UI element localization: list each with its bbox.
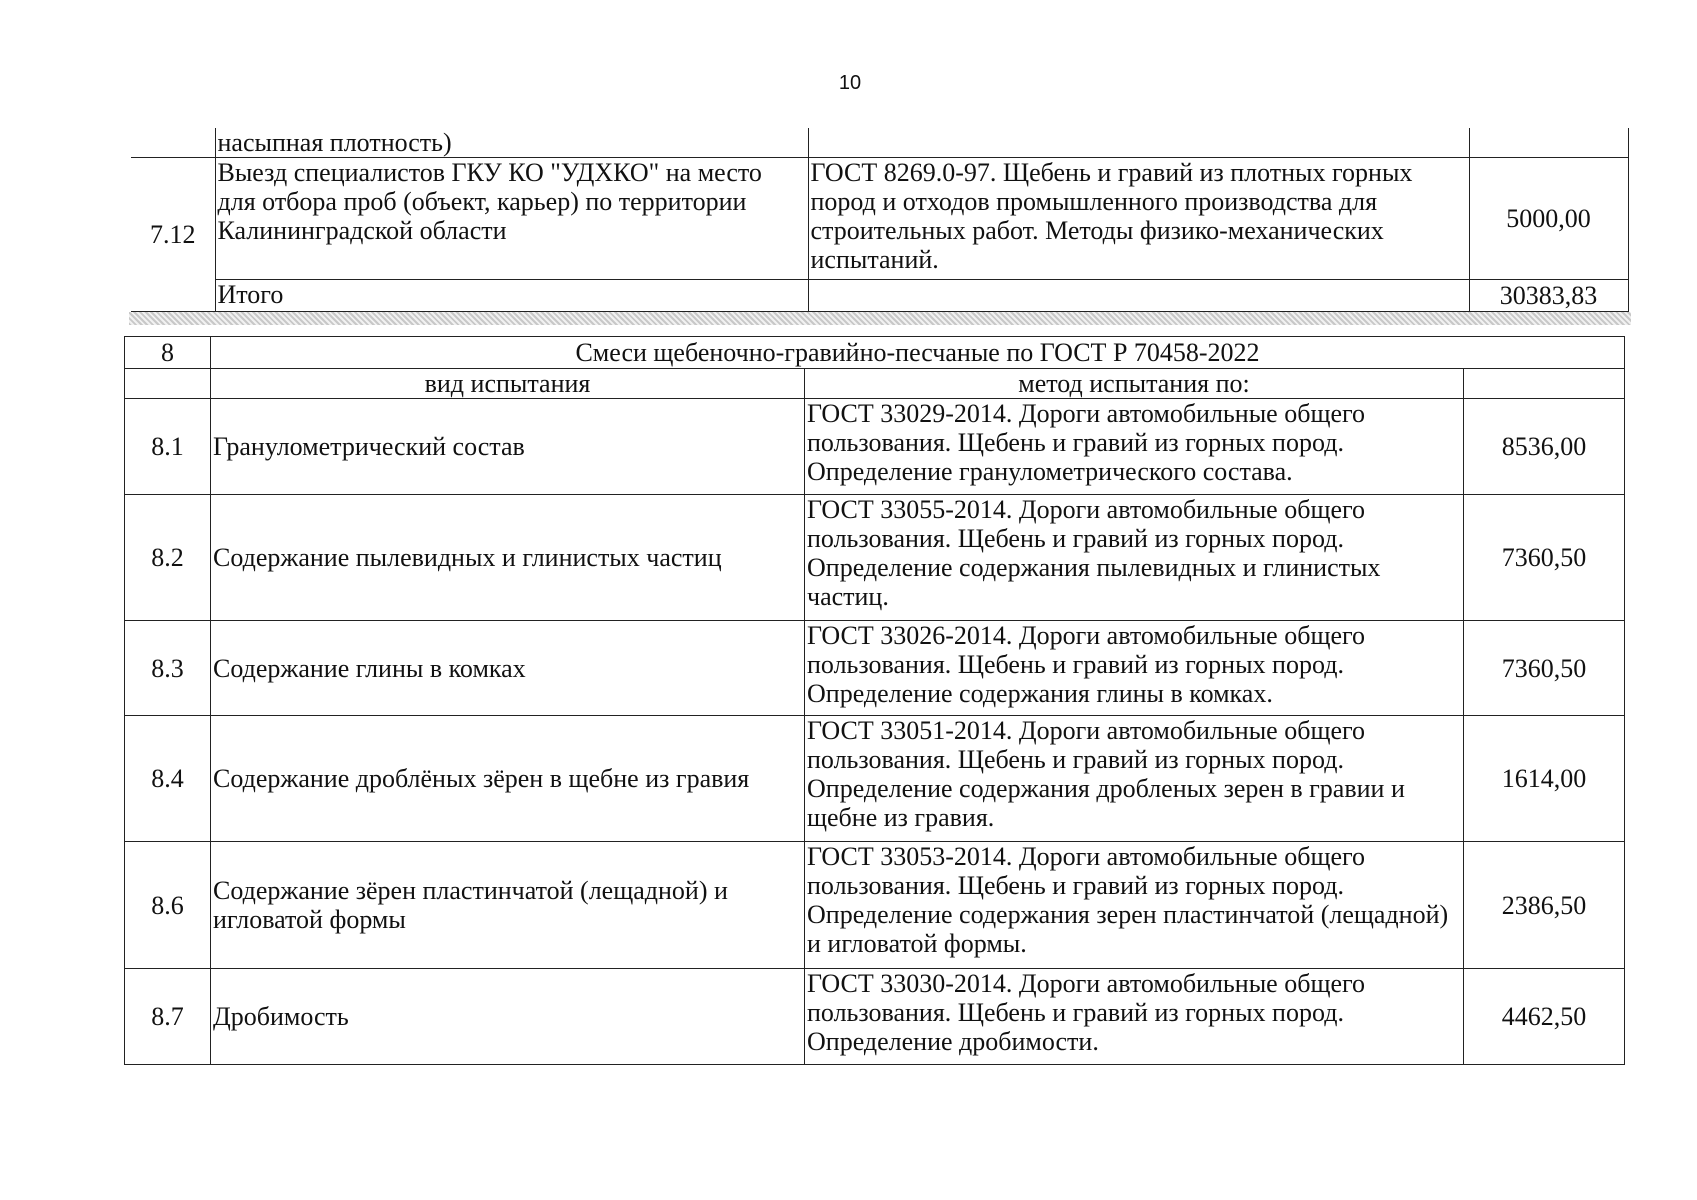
test-method: ГОСТ 33029-2014. Дороги автомобильные общего пользования. Щебень и гравий из горных пород. Определение гранулометрического состава. — [805, 399, 1464, 495]
test-method: ГОСТ 33055-2014. Дороги автомобильные общего пользования. Щебень и гравий из горных пород. Определение содержания пылевидных и глинистых частиц. — [805, 495, 1464, 621]
test-method: ГОСТ 33030-2014. Дороги автомобильные общего пользования. Щебень и гравий из горных пород. Определение дробимости. — [805, 969, 1464, 1065]
row-number: 8.6 — [125, 842, 211, 969]
row-number — [131, 128, 215, 158]
test-name: Содержание глины в комках — [211, 621, 805, 716]
test-name: Дробимость — [211, 969, 805, 1065]
table-row — [125, 495, 1625, 621]
row-number: 8.1 — [125, 399, 211, 495]
row-number: 8.7 — [125, 969, 211, 1065]
test-name: насыпная плотность) — [215, 128, 808, 158]
price: 7360,50 — [1464, 495, 1625, 621]
test-name: Содержание дроблёных зёрен в щебне из гравия — [211, 716, 805, 842]
column-header-test: вид испытания — [211, 369, 805, 399]
row-number: 8.3 — [125, 621, 211, 716]
column-header-method: метод испытания по: — [805, 369, 1464, 399]
row-number: 8.4 — [125, 716, 211, 842]
test-method: ГОСТ 8269.0-97. Щебень и гравий из плотных горных пород и отходов промышленного производства для строительных работ. Методы физико-механических испытаний. — [808, 158, 1469, 280]
table-row — [125, 969, 1625, 1065]
test-method: ГОСТ 33051-2014. Дороги автомобильные общего пользования. Щебень и гравий из горных пород. Определение содержания дробленых зерен в гравии и щебне из гравия. — [805, 716, 1464, 842]
total-empty-cell — [808, 280, 1469, 312]
section-header-row — [125, 337, 1625, 369]
section-number: 8 — [125, 337, 211, 369]
column-header-price — [1464, 369, 1625, 399]
test-method: ГОСТ 33053-2014. Дороги автомобильные общего пользования. Щебень и гравий из горных пород. Определение содержания зерен пластинчатой (лещадной) и игловатой формы. — [805, 842, 1464, 969]
section-title: Смеси щебеночно-гравийно-песчаные по ГОСТ Р 70458-2022 — [211, 337, 1625, 369]
price — [1469, 128, 1628, 158]
total-row — [131, 280, 1628, 312]
page-number: 10 — [838, 72, 862, 94]
table-row — [131, 158, 1628, 280]
price: 4462,50 — [1464, 969, 1625, 1065]
continuation-table — [131, 128, 1629, 312]
table-row — [125, 399, 1625, 495]
test-method — [808, 128, 1469, 158]
price: 7360,50 — [1464, 621, 1625, 716]
total-value: 30383,83 — [1469, 280, 1628, 312]
section-8-table — [124, 336, 1625, 1065]
table-row — [131, 128, 1628, 158]
table-row — [125, 842, 1625, 969]
test-name: Выезд специалистов ГКУ КО "УДХКО" на место для отбора проб (объект, карьер) по территории Калининградской области — [215, 158, 808, 280]
price: 2386,50 — [1464, 842, 1625, 969]
test-name: Содержание пылевидных и глинистых частиц — [211, 495, 805, 621]
column-header-empty — [125, 369, 211, 399]
section-divider — [129, 312, 1631, 325]
table-row — [125, 621, 1625, 716]
test-name: Гранулометрический состав — [211, 399, 805, 495]
table-row — [125, 716, 1625, 842]
test-method: ГОСТ 33026-2014. Дороги автомобильные общего пользования. Щебень и гравий из горных пород. Определение содержания глины в комках. — [805, 621, 1464, 716]
price: 1614,00 — [1464, 716, 1625, 842]
total-label: Итого — [215, 280, 808, 312]
test-name: Содержание зёрен пластинчатой (лещадной) и игловатой формы — [211, 842, 805, 969]
row-number: 7.12 — [131, 158, 215, 312]
column-header-row — [125, 369, 1625, 399]
price: 8536,00 — [1464, 399, 1625, 495]
price: 5000,00 — [1469, 158, 1628, 280]
row-number: 8.2 — [125, 495, 211, 621]
